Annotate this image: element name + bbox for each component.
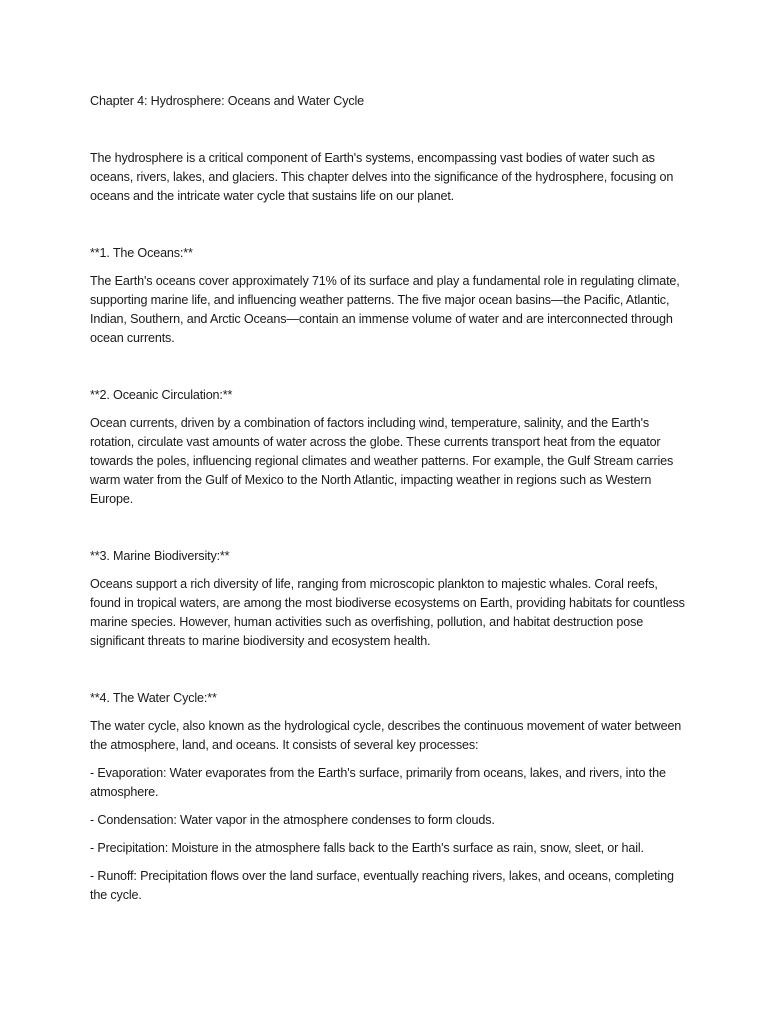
section-heading-circulation: **2. Oceanic Circulation:** bbox=[90, 388, 233, 402]
intro-paragraph: The hydrosphere is a critical component of Earth's systems, encompassing vast bodies of water such as oceans, rivers, lakes, and glaciers. This chapter delves into the significance of the hydrosphere, focusing on oceans and the intricate water cycle that sustains life on our planet. bbox=[90, 151, 674, 203]
section-heading-oceans: **1. The Oceans:** bbox=[90, 246, 193, 260]
section-heading-biodiversity: **3. Marine Biodiversity:** bbox=[90, 549, 230, 563]
section-body-biodiversity: Oceans support a rich diversity of life, ranging from microscopic plankton to majestic whales. Coral reefs, found in tropical waters, are among the most biodiverse ecosystems on Earth, providing habitats for countless marine species. However, human activities such as overfishing, pollution, and habitat destruction pose significant threats to marine biodiversity and ecosystem health. bbox=[90, 577, 685, 648]
list-item-evaporation: - Evaporation: Water evaporates from the Earth's surface, primarily from oceans, lakes, and rivers, into the atmosphere. bbox=[90, 766, 666, 799]
section-body-water-cycle: The water cycle, also known as the hydrological cycle, describes the continuous movement of water between the atmosphere, land, and oceans. It consists of several key processes: bbox=[90, 719, 682, 752]
document-body bbox=[90, 92, 686, 914]
list-item-runoff: - Runoff: Precipitation flows over the land surface, eventually reaching rivers, lakes, and oceans, completing the cycle. bbox=[90, 869, 674, 902]
section-body-circulation: Ocean currents, driven by a combination of factors including wind, temperature, salinity, and the Earth's rotation, circulate vast amounts of water across the globe. These currents transport heat from the equator towards the poles, influencing regional climates and weather patterns. For example, the Gulf Stream carries warm water from the Gulf of Mexico to the North Atlantic, impacting weather in regions such as Western Europe. bbox=[90, 416, 674, 506]
section-heading-water-cycle: **4. The Water Cycle:** bbox=[90, 691, 217, 705]
list-item-precipitation: - Precipitation: Moisture in the atmosphere falls back to the Earth's surface as rain, snow, sleet, or hail. bbox=[90, 841, 644, 855]
section-body-oceans: The Earth's oceans cover approximately 71% of its surface and play a fundamental role in regulating climate, supporting marine life, and influencing weather patterns. The five major ocean basins—the Pacific, Atlantic, Indian, Southern, and Arctic Oceans—contain an immense volume of water and are interconnected through ocean currents. bbox=[90, 274, 680, 345]
list-item-condensation: - Condensation: Water vapor in the atmosphere condenses to form clouds. bbox=[90, 813, 495, 827]
chapter-title: Chapter 4: Hydrosphere: Oceans and Water Cycle bbox=[90, 94, 365, 108]
